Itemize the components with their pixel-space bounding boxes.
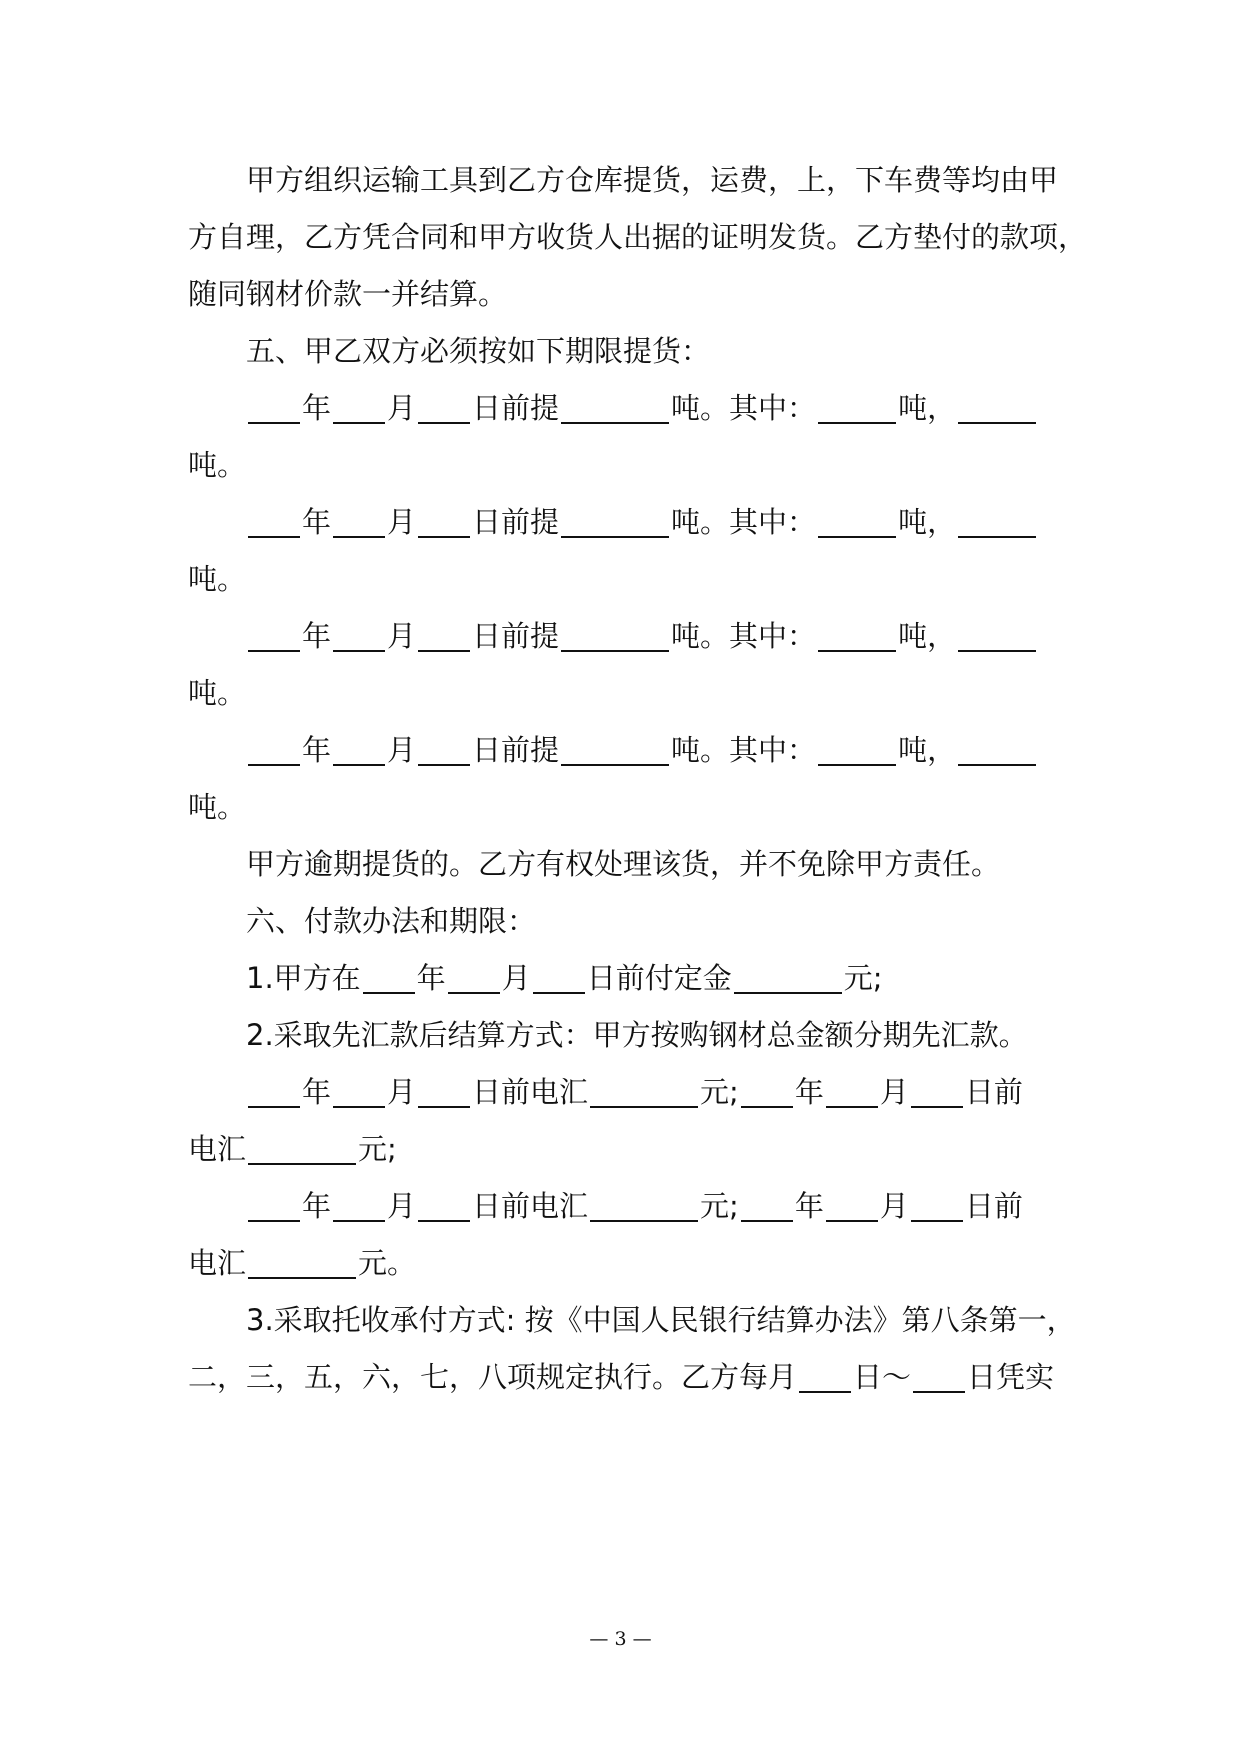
blank-field[interactable]: [248, 1129, 356, 1165]
pickup-schedule-row-end: 吨。: [188, 676, 247, 710]
blank-field[interactable]: [248, 502, 300, 538]
blank-field[interactable]: [913, 1357, 965, 1393]
pickup-schedule-row: 年 月 日前提 吨。其中： 吨，: [188, 502, 1053, 542]
pickup-schedule-row: 年 月 日前提 吨。其中： 吨，: [188, 616, 1053, 656]
blank-field[interactable]: [248, 388, 300, 424]
blank-field[interactable]: [911, 1072, 963, 1108]
blank-field[interactable]: [561, 502, 669, 538]
blank-field[interactable]: [561, 616, 669, 652]
blank-field[interactable]: [418, 616, 470, 652]
blank-field[interactable]: [799, 1357, 851, 1393]
blank-field[interactable]: [418, 502, 470, 538]
remittance-row-end: 电汇 元。: [188, 1243, 1053, 1283]
payment-item-2: 2.采取先汇款后结算方式：甲方按购钢材总金额分期先汇款。: [246, 1018, 1028, 1052]
blank-field[interactable]: [826, 1072, 878, 1108]
blank-field[interactable]: [818, 502, 896, 538]
blank-field[interactable]: [248, 1186, 300, 1222]
remittance-row: 年 月 日前电汇 元; 年 月 日前: [188, 1072, 1053, 1112]
blank-field[interactable]: [418, 730, 470, 766]
blank-field[interactable]: [363, 958, 415, 994]
blank-field[interactable]: [958, 730, 1036, 766]
blank-field[interactable]: [448, 958, 500, 994]
blank-field[interactable]: [741, 1186, 793, 1222]
pickup-schedule-row-end: 吨。: [188, 562, 247, 596]
blank-field[interactable]: [561, 730, 669, 766]
paragraph-line: 方自理，乙方凭合同和甲方收货人出据的证明发货。乙方垫付的款项，: [188, 220, 1088, 254]
blank-field[interactable]: [248, 1072, 300, 1108]
payment-item-3: 3.采取托收承付方式: 按《中国人民银行结算办法》第八条第一，: [246, 1303, 1076, 1337]
remittance-row: 年 月 日前电汇 元; 年 月 日前: [188, 1186, 1053, 1226]
blank-field[interactable]: [590, 1072, 698, 1108]
blank-field[interactable]: [818, 388, 896, 424]
paragraph-line: 甲方组织运输工具到乙方仓库提货，运费，上，下车费等均由甲: [246, 163, 1059, 197]
paragraph-line: 随同钢材价款一并结算。: [188, 277, 508, 311]
pickup-schedule-row-end: 吨。: [188, 448, 247, 482]
blank-field[interactable]: [533, 958, 585, 994]
blank-field[interactable]: [333, 502, 385, 538]
pickup-schedule-row: 年 月 日前提 吨。其中： 吨，: [188, 730, 1053, 770]
page-number: — 3 —: [589, 1628, 652, 1650]
paragraph-line: 甲方逾期提货的。乙方有权处理该货，并不免除甲方责任。: [246, 847, 1001, 881]
section-heading: 六、付款办法和期限：: [246, 904, 537, 938]
blank-field[interactable]: [561, 388, 669, 424]
payment-item-1: 1.甲方在 年 月 日前付定金 元;: [188, 958, 1053, 998]
blank-field[interactable]: [958, 502, 1036, 538]
pickup-schedule-row: 年 月 日前提 吨。其中： 吨，: [188, 388, 1053, 428]
blank-field[interactable]: [418, 1186, 470, 1222]
blank-field[interactable]: [333, 1186, 385, 1222]
blank-field[interactable]: [958, 616, 1036, 652]
blank-field[interactable]: [248, 616, 300, 652]
blank-field[interactable]: [958, 388, 1036, 424]
blank-field[interactable]: [333, 616, 385, 652]
blank-field[interactable]: [818, 730, 896, 766]
blank-field[interactable]: [741, 1072, 793, 1108]
blank-field[interactable]: [333, 388, 385, 424]
blank-field[interactable]: [333, 1072, 385, 1108]
blank-field[interactable]: [418, 1072, 470, 1108]
blank-field[interactable]: [248, 730, 300, 766]
blank-field[interactable]: [333, 730, 385, 766]
payment-item-3-cont: 二，三，五，六，七，八项规定执行。乙方每月 日～ 日凭实: [188, 1357, 1053, 1397]
pickup-schedule-row-end: 吨。: [188, 790, 247, 824]
blank-field[interactable]: [818, 616, 896, 652]
blank-field[interactable]: [590, 1186, 698, 1222]
blank-field[interactable]: [826, 1186, 878, 1222]
section-heading: 五、甲乙双方必须按如下期限提货：: [246, 334, 711, 368]
blank-field[interactable]: [911, 1186, 963, 1222]
blank-field[interactable]: [734, 958, 842, 994]
blank-field[interactable]: [418, 388, 470, 424]
blank-field[interactable]: [248, 1243, 356, 1279]
remittance-row-end: 电汇 元;: [188, 1129, 1053, 1169]
